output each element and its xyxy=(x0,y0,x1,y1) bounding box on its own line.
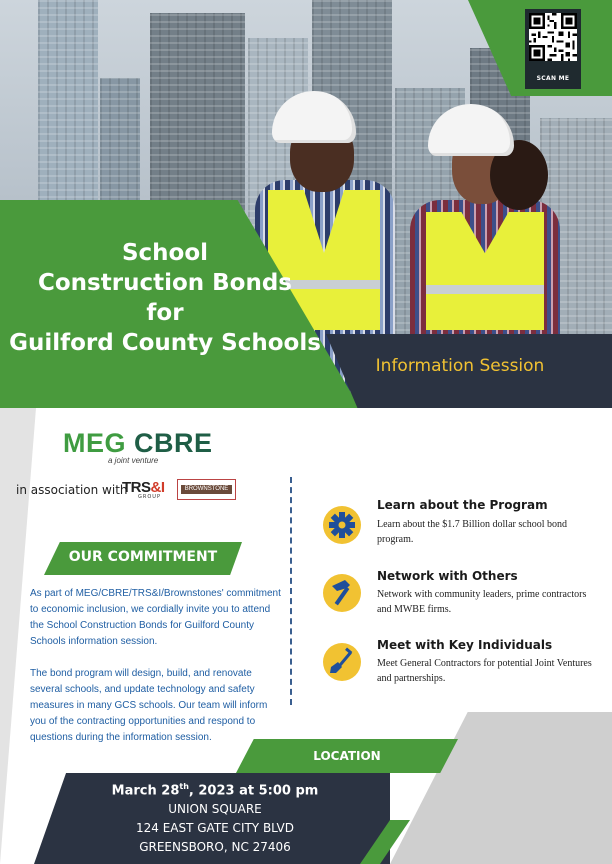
location-title: LOCATION xyxy=(313,749,381,763)
shovel-icon xyxy=(323,643,361,681)
city-address: GREENSBORO, NC 27406 xyxy=(139,840,291,854)
item-title: Learn about the Program xyxy=(377,498,548,512)
decor-diagonal xyxy=(390,712,612,864)
item-title: Network with Others xyxy=(377,569,518,583)
venue-name: UNION SQUARE xyxy=(168,802,262,816)
item-description: Meet General Contractors for potential Joint Ventures and partnerships. xyxy=(377,658,592,684)
hard-hat-icon xyxy=(272,91,356,143)
session-label: Information Session xyxy=(375,356,545,376)
trsi-logo: TRS&I xyxy=(122,479,165,496)
hammer-icon xyxy=(323,574,361,612)
gear-icon xyxy=(323,506,361,544)
commitment-paragraph: The bond program will design, build, and renovate several schools, and update technology and safety measures in many GCS schools. Our team will inform you of the contracting opportunities and respond to questions during the information session. xyxy=(30,668,268,743)
joint-venture-tagline: a joint venture xyxy=(108,456,159,465)
title-line: for xyxy=(146,300,184,326)
trsi-logo-sub: GROUP xyxy=(138,494,161,500)
qr-code[interactable] xyxy=(525,9,581,89)
street-address: 124 EAST GATE CITY BLVD xyxy=(135,821,294,835)
item-description: Learn about the $1.7 Billion dollar school bond program. xyxy=(377,519,567,545)
event-date: March 28th, 2023 at 5:00 pm xyxy=(111,782,319,799)
column-divider xyxy=(290,477,292,705)
title-line: School xyxy=(121,240,209,266)
association-label: in association with xyxy=(16,483,128,497)
item-description: Network with community leaders, prime contractors and MWBE firms. xyxy=(377,589,587,615)
qr-label: SCAN ME xyxy=(536,75,570,82)
qr-pattern xyxy=(529,13,577,61)
meg-cbre-logo: MEG CBRE xyxy=(63,428,213,458)
brownstone-logo: BROWNSTONE xyxy=(177,479,236,500)
item-title: Meet with Key Individuals xyxy=(377,638,553,652)
title-line: Construction Bonds xyxy=(37,270,292,296)
title-line: Guilford County Schools xyxy=(9,330,321,356)
commitment-paragraph: As part of MEG/CBRE/TRS&I/Brownstones' commitment to economic inclusion, we cordially invite you to attend the School Construction Bonds for Guilford County Schools information session. xyxy=(30,588,281,647)
page-title xyxy=(0,238,330,358)
hard-hat-icon xyxy=(428,104,514,156)
commitment-title: OUR COMMITMENT xyxy=(68,549,218,565)
